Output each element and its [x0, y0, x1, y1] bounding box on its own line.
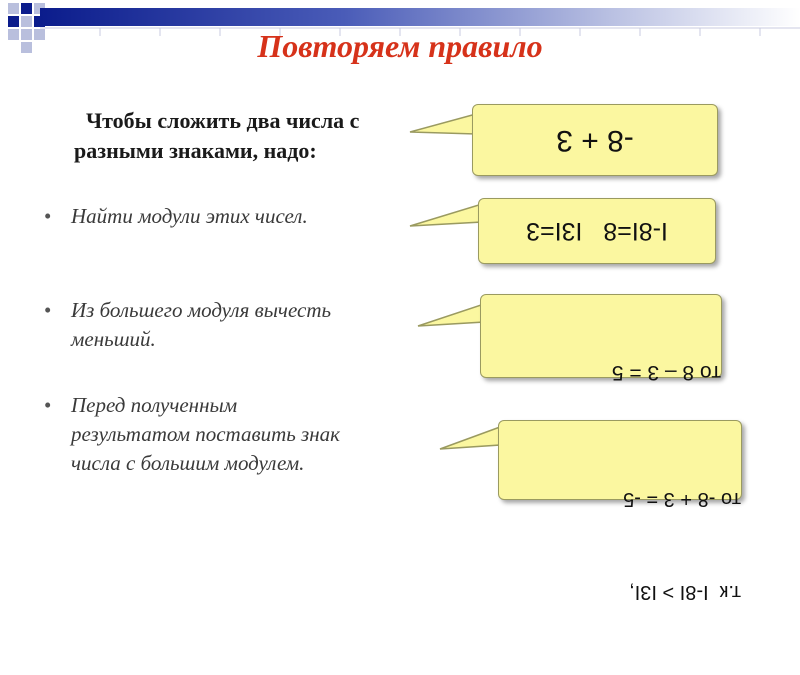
intro-line-1: Чтобы сложить два числа с	[86, 108, 360, 133]
callout-box	[478, 198, 716, 264]
bullet-marker: •	[44, 393, 52, 417]
bullet-text-line: результатом поставить знак	[71, 422, 340, 446]
bullet-text-line: Найти модули этих чисел.	[71, 204, 308, 228]
bullet-text-line: меньший.	[71, 327, 156, 351]
bullet-text-line: Перед полученным	[71, 393, 238, 417]
intro-line-2: разными знаками, надо:	[74, 138, 317, 163]
callout-box	[480, 294, 722, 384]
callout-text-line: то 8 – 3 = 5	[611, 361, 721, 384]
header-bar	[40, 8, 800, 26]
bullet-marker: •	[44, 204, 52, 228]
callout-pointer	[418, 302, 488, 332]
callout-pointer	[440, 425, 505, 455]
callout-box	[498, 420, 742, 603]
intro-text	[74, 106, 424, 166]
callout-text: I-8I=8 I3I=3	[526, 217, 668, 245]
bullet-item	[44, 202, 424, 231]
bullet-text-line: Из большего модуля вычесть	[71, 298, 332, 322]
bullet-marker: •	[44, 298, 52, 322]
callout-box	[472, 104, 718, 176]
bullet-item	[44, 296, 424, 354]
callout-text-line: то -8 + 3 = -5	[623, 488, 741, 510]
callout-pointer	[410, 112, 480, 142]
callout-pointer	[410, 202, 485, 232]
callout-text-line: т.к I-8I > I3I,	[629, 581, 741, 603]
callout-text: -8 + 3	[556, 124, 634, 157]
bullet-text-line: числа с большим модулем.	[71, 451, 305, 475]
bullet-item	[44, 391, 424, 478]
callout-text-block	[499, 421, 741, 675]
slide-title: Повторяем правило	[257, 28, 543, 64]
